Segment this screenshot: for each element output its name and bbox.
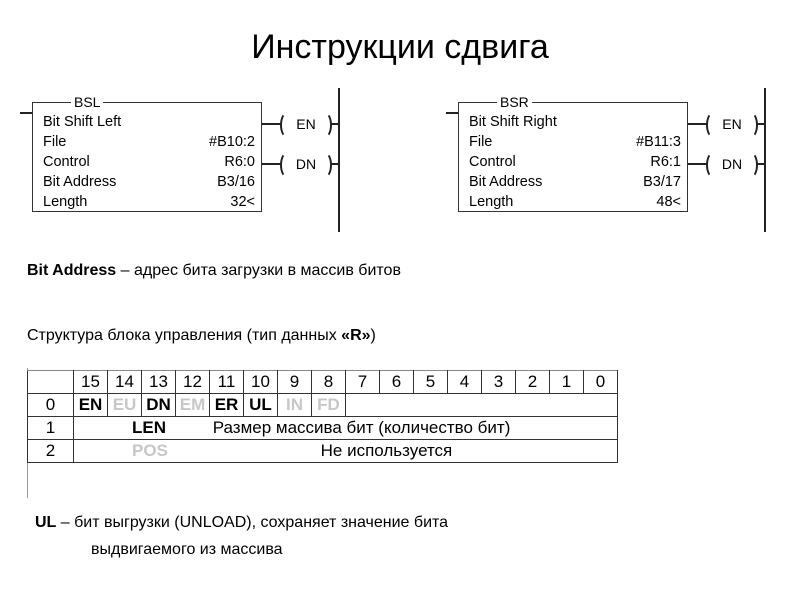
unused-bits: [346, 394, 618, 417]
row-index: 2: [28, 440, 74, 463]
bit-header: 9: [278, 371, 312, 394]
bit-header: 0: [584, 371, 618, 394]
bsr-row: Bit Shift Right: [469, 114, 557, 130]
control-structure-table: [27, 370, 618, 463]
slide-title: Инструкции сдвига: [251, 28, 549, 66]
bsr-block-name: BSR: [497, 94, 532, 110]
bsr-rung: [446, 88, 768, 232]
row-index: 1: [28, 417, 74, 440]
bit-header: 7: [346, 371, 380, 394]
bit-header: 10: [244, 371, 278, 394]
flag-eu: EU: [108, 394, 142, 417]
bit-header: 12: [176, 371, 210, 394]
table-row-word-0: [28, 394, 618, 417]
bsl-rung: [20, 88, 340, 232]
bit-header: 13: [142, 371, 176, 394]
bit-header: 11: [210, 371, 244, 394]
bit-header: 8: [312, 371, 346, 394]
table-row-word-1: [28, 417, 618, 440]
bsr-en-wire: [688, 123, 708, 125]
flag-ul: UL: [244, 394, 278, 417]
bsr-row-file: File #B11:3: [469, 134, 681, 150]
ul-note-line2: выдвигаемого из массива: [91, 541, 283, 558]
bsl-right-rail: [338, 88, 340, 232]
bit-header: 5: [414, 371, 448, 394]
flag-er: ER: [210, 394, 244, 417]
flag-dn: DN: [142, 394, 176, 417]
ul-note: UL – бит выгрузки (UNLOAD), сохраняет значение бита: [35, 514, 449, 531]
bsr-dn-coil: DN: [708, 155, 756, 173]
table-row-word-2: [28, 440, 618, 463]
bit-header: 2: [516, 371, 550, 394]
bit-header: 14: [108, 371, 142, 394]
len-cell: [74, 417, 618, 440]
header-corner: [28, 371, 74, 394]
bsl-row-control: Control R6:0: [43, 154, 255, 170]
table-header-row: [28, 371, 618, 394]
row-index: 0: [28, 394, 74, 417]
bsl-instruction-block[interactable]: [32, 94, 262, 212]
bsr-right-rail: [764, 88, 766, 232]
bit-header: 3: [482, 371, 516, 394]
bsl-dn-coil: DN: [282, 155, 330, 173]
pos-cell: [74, 440, 618, 463]
len-description: Размер массива бит (количество бит): [212, 418, 511, 437]
bit-header: 4: [448, 371, 482, 394]
bit-header: 6: [380, 371, 414, 394]
bit-address-note: Bit Address – адрес бита загрузки в массив битов: [27, 262, 401, 279]
bsr-en-coil: EN: [708, 115, 756, 133]
bsr-row-control: Control R6:1: [469, 154, 681, 170]
bsl-en-wire-out: [330, 123, 338, 125]
bsl-row-length: Length 32<: [43, 194, 255, 210]
flag-in: IN: [278, 394, 312, 417]
bit-header: 15: [74, 371, 108, 394]
pos-description: Не используется: [320, 441, 453, 460]
control-structure-caption: Структура блока управления (тип данных «R»): [27, 327, 376, 344]
bsl-input-wire: [20, 112, 32, 114]
bsr-instruction-block[interactable]: [458, 94, 688, 212]
bsl-row-bit-address: Bit Address B3/16: [43, 174, 255, 190]
flag-em: EM: [176, 394, 210, 417]
bsl-row-file: File #B10:2: [43, 134, 255, 150]
len-label: LEN: [132, 418, 166, 437]
bsr-input-wire: [446, 112, 458, 114]
bsr-dn-wire-out: [756, 163, 764, 165]
bsr-row-bit-address: Bit Address B3/17: [469, 174, 681, 190]
bsr-row-length: Length 48<: [469, 194, 681, 210]
bsr-dn-wire: [688, 163, 708, 165]
bsl-en-wire: [262, 123, 282, 125]
bsl-row: Bit Shift Left: [43, 114, 122, 130]
bsl-block-name: BSL: [71, 94, 103, 110]
bit-header: 1: [550, 371, 584, 394]
pos-label: POS: [132, 441, 168, 460]
bsl-dn-wire-out: [330, 163, 338, 165]
bsr-en-wire-out: [756, 123, 764, 125]
flag-en: EN: [74, 394, 108, 417]
bsl-dn-wire: [262, 163, 282, 165]
bsl-en-coil: EN: [282, 115, 330, 133]
flag-fd: FD: [312, 394, 346, 417]
